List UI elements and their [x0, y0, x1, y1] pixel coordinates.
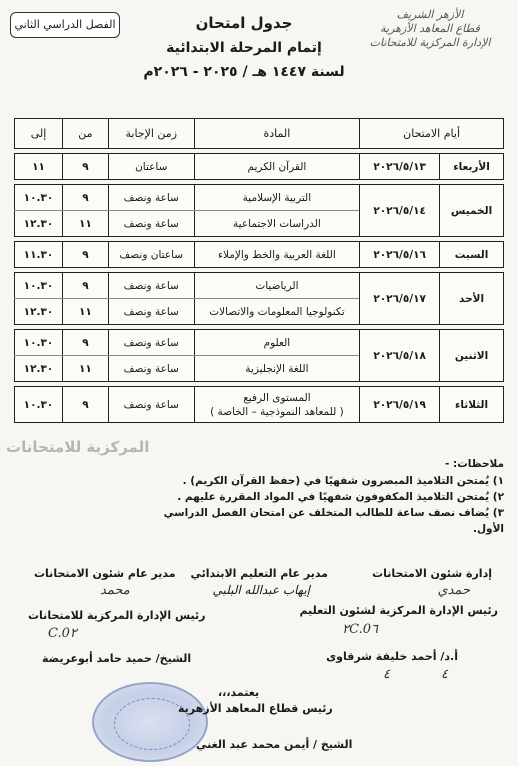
- exam-date: ٢٠٢٦/٥/١٧: [360, 273, 440, 325]
- table-header-row: [15, 119, 504, 149]
- notes-section: [144, 456, 504, 537]
- exam-subject: اللغة الإنجليزية: [194, 356, 360, 382]
- exam-end-time: ١٢.٣٠: [15, 356, 63, 382]
- exam-day: الخميس: [440, 185, 504, 237]
- exam-start-time: ١١: [62, 299, 108, 325]
- exam-end-time: ١٠.٣٠: [15, 387, 63, 423]
- table-row: [15, 273, 504, 299]
- exam-date: ٢٠٢٦/٥/١٩: [360, 387, 440, 423]
- exam-duration: ساعة ونصف: [108, 273, 194, 299]
- exam-end-time: ١١.٣٠: [15, 242, 63, 268]
- header-subject: المادة: [194, 119, 360, 149]
- exam-duration: ساعتان ونصف: [108, 242, 194, 268]
- exam-duration: ساعة ونصف: [108, 387, 194, 423]
- academic-year: لسنة ١٤٤٧ هـ / ٢٠٢٥ - ٢٠٢٦م: [143, 64, 345, 80]
- exam-start-time: ٩: [62, 154, 108, 180]
- exam-subject: الدراسات الاجتماعية: [194, 211, 360, 237]
- header-to: إلى: [15, 119, 63, 149]
- exam-duration: ساعتان: [108, 154, 194, 180]
- exam-start-time: ٩: [62, 330, 108, 356]
- table-row: [15, 242, 504, 268]
- exam-start-time: ٩: [62, 185, 108, 211]
- title-block: [140, 14, 348, 80]
- exam-duration: ساعة ونصف: [108, 211, 194, 237]
- exam-end-time: ١٢.٣٠: [15, 211, 63, 237]
- signature-1: حمدي: [437, 583, 470, 598]
- exam-day: الأحد: [440, 273, 504, 325]
- table-row: [15, 185, 504, 211]
- central-ed-head-title: رئيس الإدارة المركزية لشئون التعليم: [299, 604, 498, 617]
- primary-ed-director-title: مدير عام التعليم الابتدائي: [190, 567, 328, 580]
- exam-end-time: ١١: [15, 154, 63, 180]
- signature-5: ٤: [441, 667, 448, 682]
- notes-title: ملاحظات: -: [445, 458, 504, 470]
- signature-4: C.0٢: [48, 626, 77, 641]
- exam-end-time: ١٠.٣٠: [15, 273, 63, 299]
- central-exams-head-title: رئيس الإدارة المركزية للامتحانات: [28, 609, 206, 622]
- exam-duration: ساعة ونصف: [108, 185, 194, 211]
- note-item-3: ٣) يُضاف نصف ساعة للطالب المتخلف عن امتحان الفصل الدراسي الأول.: [163, 507, 504, 535]
- exam-day: الأربعاء: [440, 154, 504, 180]
- exam-start-time: ١١: [62, 356, 108, 382]
- exam-date: ٢٠٢٦/٥/١٤: [360, 185, 440, 237]
- azhar-logo: [360, 8, 500, 50]
- exam-duration: ساعة ونصف: [108, 299, 194, 325]
- exam-affairs-director-title: مدير عام شئون الامتحانات: [34, 567, 176, 580]
- central-ed-head-name: أ.د/ أحمد خليفة شرقاوى: [326, 650, 458, 663]
- table-row: [15, 330, 504, 356]
- official-seal-stamp: [92, 682, 208, 762]
- primary-ed-director-name: إيهاب عبدالله البلبي: [212, 583, 310, 597]
- exam-start-time: ٩: [62, 387, 108, 423]
- exam-start-time: ٩: [62, 273, 108, 299]
- exam-end-time: ١٢.٣٠: [15, 299, 63, 325]
- exam-duration: ساعة ونصف: [108, 356, 194, 382]
- exam-subject: الرياضيات: [194, 273, 360, 299]
- page-title: جدول امتحان: [195, 14, 293, 32]
- org-line-1: الأزهر الشريف: [396, 8, 464, 21]
- header-from: من: [62, 119, 108, 149]
- exam-schedule-table: [14, 118, 504, 423]
- exam-duration: ساعة ونصف: [108, 330, 194, 356]
- exam-start-time: ٩: [62, 242, 108, 268]
- note-item-1: ١) يُمتحن التلاميذ المبصرون شفهيًا في (حفظ القرآن الكريم) .: [182, 475, 504, 487]
- central-exams-head-name: الشيخ/ حميد حامد أبوعريضة: [42, 652, 192, 665]
- exam-day: السبت: [440, 242, 504, 268]
- exam-day: الاثنين: [440, 330, 504, 382]
- exam-subject: التربية الإسلامية: [194, 185, 360, 211]
- table-row: [15, 154, 504, 180]
- exam-start-time: ١١: [62, 211, 108, 237]
- exam-end-time: ١٠.٣٠: [15, 185, 63, 211]
- central-exams-stamp-text: المركزية للامتحانات: [6, 438, 150, 456]
- exam-day: الثلاثاء: [440, 387, 504, 423]
- exam-date: ٢٠٢٦/٥/١٦: [360, 242, 440, 268]
- signature-3: ٢C.0٦: [342, 622, 378, 637]
- exam-subject: العلوم: [194, 330, 360, 356]
- exam-affairs-admin-title: إدارة شئون الامتحانات: [372, 567, 492, 580]
- signature-6: ٤: [383, 667, 390, 682]
- approved-label: يعتمد،،،: [218, 686, 260, 699]
- exam-subject: المستوى الرفيع ( للمعاهد النموذجية – الخاصة ): [194, 387, 360, 423]
- table-row: [15, 387, 504, 423]
- exam-subject: القرآن الكريم: [194, 154, 360, 180]
- exam-subject: اللغة العربية والخط والإملاء: [194, 242, 360, 268]
- table-body: [15, 149, 504, 423]
- sector-head-title: رئيس قطاع المعاهد الأزهرية: [178, 702, 333, 715]
- sector-head-name: الشيخ / أيمن محمد عبد الغني: [196, 738, 353, 751]
- exam-subject: تكنولوجيا المعلومات والاتصالات: [194, 299, 360, 325]
- semester-label: الفصل الدراسي الثاني: [10, 12, 120, 38]
- org-line-3: الإدارة المركزية للامتحانات: [369, 36, 491, 49]
- exam-end-time: ١٠.٣٠: [15, 330, 63, 356]
- exam-date: ٢٠٢٦/٥/١٨: [360, 330, 440, 382]
- note-item-2: ٢) يُمتحن التلاميذ المكفوفون شفهيًا في المواد المقررة عليهم .: [177, 491, 504, 503]
- org-line-2: قطاع المعاهد الأزهرية: [380, 22, 480, 35]
- page-subtitle: إتمام المرحلة الابتدائية: [166, 40, 322, 56]
- header-days: أيام الامتحان: [360, 119, 504, 149]
- exam-date: ٢٠٢٦/٥/١٣: [360, 154, 440, 180]
- signature-2: محمد: [100, 583, 130, 598]
- header-duration: زمن الإجابة: [108, 119, 194, 149]
